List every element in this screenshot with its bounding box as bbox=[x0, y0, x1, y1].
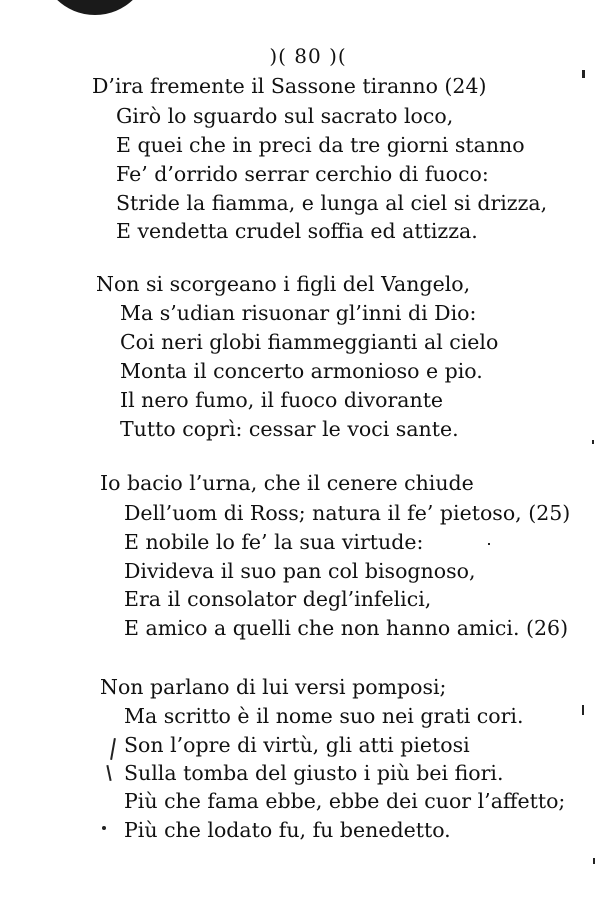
verse-line: Più che lodato fu, fu benedetto. bbox=[124, 818, 451, 842]
margin-speck bbox=[102, 826, 106, 830]
verse-line: Girò lo sguardo sul sacrato loco, bbox=[116, 104, 454, 128]
verse-line: Ma scritto è il nome suo nei grati cori. bbox=[124, 704, 524, 728]
verse-line: Era il consolator degl’infelici, bbox=[124, 587, 432, 611]
verse-line: Io bacio l’urna, che il cenere chiude bbox=[100, 471, 474, 495]
verse-line: Ma s’udian risuonar gl’inni di Dio: bbox=[120, 301, 477, 325]
verse-line: Fe’ d’orrido serrar cerchio di fuoco: bbox=[116, 162, 489, 186]
verse-line: Stride la fiamma, e lunga al ciel si drizza, bbox=[116, 191, 548, 215]
verse-line: Tutto coprì: cessar le voci sante. bbox=[120, 417, 459, 441]
margin-speck bbox=[582, 70, 585, 78]
margin-speck bbox=[592, 440, 594, 444]
margin-speck bbox=[582, 705, 584, 715]
margin-speck bbox=[106, 765, 111, 781]
verse-line: Divideva il suo pan col bisognoso, bbox=[124, 559, 476, 583]
margin-speck bbox=[110, 738, 116, 760]
verse-line: Monta il concerto armonioso e pio. bbox=[120, 359, 483, 383]
verse-line: E nobile lo fe’ la sua virtude: bbox=[124, 530, 424, 554]
verse-line: Coi neri globi fiammeggianti al cielo bbox=[120, 330, 499, 354]
verse-line: Più che fama ebbe, ebbe dei cuor l’affetto; bbox=[124, 789, 566, 813]
margin-speck bbox=[488, 543, 490, 545]
verse-line: Dell’uom di Ross; natura il fe’ pietoso, (25) bbox=[124, 501, 571, 525]
verse-line: Non si scorgeano i figli del Vangelo, bbox=[96, 272, 471, 296]
verse-line: Son l’opre di virtù, gli atti pietosi bbox=[124, 733, 470, 757]
ink-blot bbox=[40, 0, 150, 15]
verse-line: E amico a quelli che non hanno amici. (26) bbox=[124, 616, 569, 640]
verse-line: Non parlano di lui versi pomposi; bbox=[100, 675, 447, 699]
page-number: )( 80 )( bbox=[269, 44, 347, 68]
verse-line: E quei che in preci da tre giorni stanno bbox=[116, 133, 525, 157]
verse-line: E vendetta crudel soffia ed attizza. bbox=[116, 219, 478, 243]
verse-line: Il nero fumo, il fuoco divorante bbox=[120, 388, 444, 412]
verse-line: D’ira fremente il Sassone tiranno (24) bbox=[92, 74, 487, 98]
margin-speck bbox=[593, 858, 595, 864]
verse-line: Sulla tomba del giusto i più bei fiori. bbox=[124, 761, 504, 785]
